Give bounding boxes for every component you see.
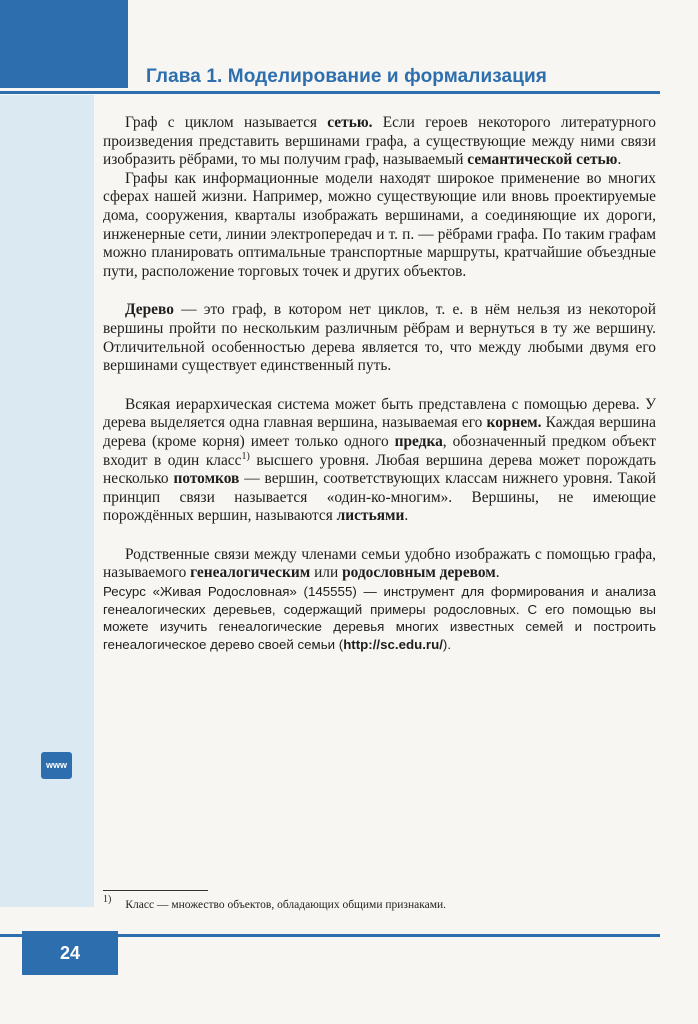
resource-text: Ресурс «Живая Родословная» (145555) — инструмент для формирования и анализа генеалогических деревьев, содержащий примеры родословных. С его помощью вы можете изучить генеалогические деревья многих известных семей и построить генеалогическое дерево своей семьи ( [103, 584, 656, 652]
chapter-title: Глава 1. Моделирование и формализация [146, 66, 547, 87]
footnote-divider [103, 890, 208, 891]
footnote-text: Класс — множество объектов, обладающих общими признаками. [125, 899, 447, 911]
text-run: или [310, 564, 343, 582]
term-descendants: потомков [173, 470, 240, 488]
term-network: сетью. [327, 114, 373, 131]
text-run: Если героев некоторого литературного произведения представить вершинами графа, а существующие между ними связи изобразить рёбрами, то мы получим граф, называемый [103, 114, 656, 169]
term-leaves: листьями [336, 507, 405, 525]
term-ancestor: предка [394, 432, 443, 450]
term-pedigree-tree: родословным деревом [342, 564, 496, 582]
footnote-mark: 1) [103, 894, 112, 905]
resource-note [103, 583, 656, 653]
paragraph-tree [103, 301, 656, 375]
text-run: высшего уровня. Любая вершина дерева может порождать несколько [103, 451, 657, 488]
footnote [103, 894, 656, 912]
page-number: 24 [59, 943, 81, 963]
header-corner-block [0, 0, 128, 88]
main-text [103, 114, 656, 653]
paragraph-hierarchy [103, 396, 656, 526]
text-run: — это граф, в котором нет циклов, т. е. в нём нельзя из некоторой вершины пройти по нескольким различным рёбрам и вернуться в ту же вершину. Отличительной особенностью дерева является то, что между любыми двумя его вершинами существует единственный путь. [103, 301, 656, 375]
paragraph-family-tree [103, 546, 656, 583]
footnote-reference: 1) [241, 450, 250, 462]
text-run: . [495, 564, 500, 582]
text-run: Граф с циклом называется [125, 114, 328, 131]
text-run: . [404, 507, 409, 525]
text-run: , обозначенный предком объект входит в один класс [103, 432, 656, 469]
term-root: корнем. [486, 414, 542, 432]
side-margin-bar [0, 95, 94, 907]
term-semantic-network: семантической сетью [467, 151, 618, 169]
text-run: Каждая вершина дерева (кроме корня) имеет только одного [103, 414, 656, 450]
header-divider [0, 91, 660, 94]
paragraph-graph-usage: Графы как информационные модели находят широкое применение во многих сферах нашей жизни. Например, можно существующие или вновь проектируемые дома, сооружения, кварталы изображать вершинами, а соединяющие их дороги, инженерные сети, линии электропередач и т. п. — рёбрами графа. По таким графам можно планировать оптимальные транспортные маршруты, кратчайшие объездные пути, расположение торговых точек и других объектов. [103, 169, 656, 280]
text-run: Родственные связи между членами семьи удобно изображать с помощью графа, называемого [103, 545, 656, 582]
text-run: . [617, 151, 622, 169]
page-number-box [22, 931, 118, 975]
paragraph-network [103, 114, 656, 170]
text-run: — вершин, соответствующих классам нижнего уровня. Такой принцип связи называется «один-ко-многим». Вершины, не имеющие порождённых вершин, называются [103, 470, 656, 525]
resource-link[interactable]: http://sc.edu.ru/ [343, 636, 443, 652]
text-run: Всякая иерархическая система может быть представлена с помощью дерева. У дерева выделяется одна главная вершина, называемая его [103, 395, 656, 432]
www-icon: www [41, 752, 72, 779]
term-tree: Дерево [125, 301, 174, 319]
text-run: ). [442, 636, 452, 652]
term-genealogical: генеалогическим [190, 564, 311, 582]
